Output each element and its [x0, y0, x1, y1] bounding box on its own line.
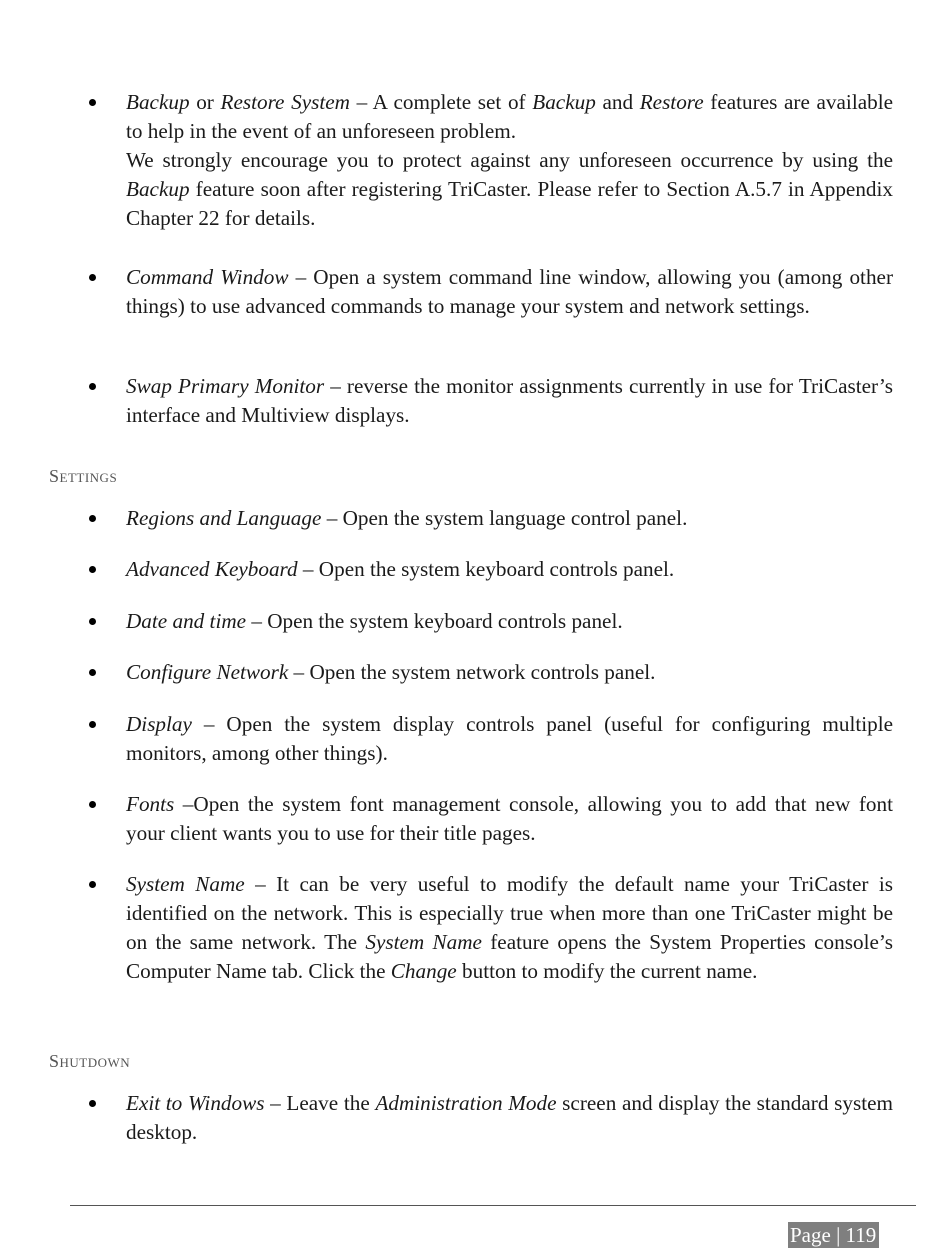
- bullet-display: [126, 710, 893, 768]
- bullet-regions-language: [126, 504, 893, 533]
- term: System Name: [365, 930, 482, 954]
- paragraph: We strongly encourage you to protect against any unforeseen occurrence by using the Backup feature soon after registering TriCaster. Please refer to Section A.5.7 in Appendix Chapter 22 for details.: [126, 148, 893, 230]
- page-number: Page | 119: [788, 1222, 879, 1248]
- bullet-fonts: [126, 790, 893, 848]
- paragraph: Backup or Restore System – A complete set of Backup and Restore features are available to help in the event of an unforeseen problem.: [126, 90, 893, 143]
- paragraph: Date and time – Open the system keyboard controls panel.: [126, 609, 623, 633]
- paragraph: Display – Open the system display controls panel (useful for configuring multiple monitors, among other things).: [126, 712, 893, 765]
- bullet-date-time: [126, 607, 893, 636]
- paragraph: Swap Primary Monitor – reverse the monitor assignments currently in use for TriCaster’s interface and Multiview displays.: [126, 374, 894, 427]
- bullet-swap-primary-monitor: [126, 372, 893, 430]
- term: Change: [390, 959, 457, 983]
- term: Configure Network: [126, 660, 289, 684]
- bullet-configure-network: [126, 658, 893, 687]
- term: Fonts: [126, 792, 175, 816]
- paragraph: Fonts –Open the system font management console, allowing you to add that new font your client wants you to use for their title pages.: [126, 792, 893, 845]
- paragraph: Advanced Keyboard – Open the system keyboard controls panel.: [126, 557, 675, 581]
- paragraph: Regions and Language – Open the system language control panel.: [126, 506, 688, 530]
- bullet-advanced-keyboard: [126, 555, 893, 584]
- bullet-command-window: [126, 263, 893, 321]
- paragraph: System Name – It can be very useful to modify the default name your TriCaster is identified on the network. This is especially true when more than one TriCaster might be on the same network. The System Name feature opens the System Properties console’s Computer Name tab. Click the Change button to modify the current name.: [126, 872, 893, 983]
- term: System Name: [126, 872, 245, 896]
- bullet-system-name: [126, 870, 893, 986]
- term: Advanced Keyboard: [126, 557, 298, 581]
- term: Command Window: [126, 265, 289, 289]
- section-heading-shutdown: Shutdown: [49, 1051, 131, 1071]
- term: Display: [126, 712, 192, 736]
- term: Backup: [126, 90, 190, 114]
- term: Backup: [532, 90, 596, 114]
- term: Date and time: [126, 609, 247, 633]
- section-heading-settings: Settings: [49, 466, 118, 486]
- bullet-backup-restore: [126, 88, 893, 233]
- term: Restore System: [220, 90, 350, 114]
- term: Exit to Windows: [126, 1091, 265, 1115]
- paragraph: Exit to Windows – Leave the Administration Mode screen and display the standard system desktop.: [126, 1091, 893, 1144]
- footer-divider: [70, 1205, 916, 1206]
- term: Backup: [126, 177, 190, 201]
- term: Regions and Language: [126, 506, 322, 530]
- bullet-exit-to-windows: [126, 1089, 893, 1147]
- term: Swap Primary Monitor: [126, 374, 325, 398]
- paragraph: Command Window – Open a system command line window, allowing you (among other things) to use advanced commands to manage your system and network settings.: [126, 265, 893, 318]
- paragraph: Configure Network – Open the system network controls panel.: [126, 660, 656, 684]
- term: Restore: [639, 90, 704, 114]
- term: Administration Mode: [375, 1091, 557, 1115]
